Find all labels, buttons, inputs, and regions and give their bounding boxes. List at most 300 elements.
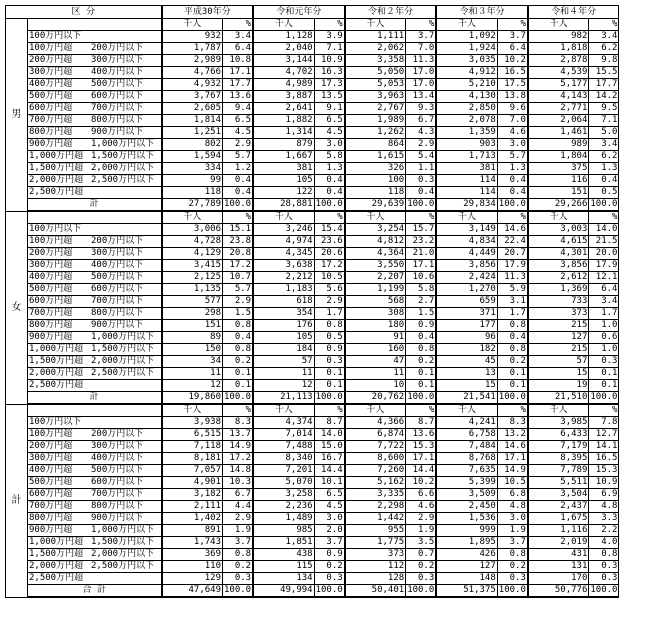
income-bracket-label xyxy=(28,308,162,320)
count-cell: 2,207 xyxy=(345,272,406,284)
percent-cell: 2.0 xyxy=(314,525,345,537)
bracket-lower: 1,500万円超 xyxy=(29,549,84,559)
percent-cell: 1.7 xyxy=(314,308,345,320)
unit-pct-label: % xyxy=(589,404,619,417)
count-cell: 10 xyxy=(345,380,406,392)
count-cell: 2,064 xyxy=(528,115,589,127)
bracket-lower: 1,000万円超 xyxy=(29,151,84,161)
count-cell: 7,635 xyxy=(436,465,497,477)
percent-cell: 0.1 xyxy=(589,380,619,392)
count-cell: 5,177 xyxy=(528,79,589,91)
percent-cell: 4.5 xyxy=(314,501,345,513)
percent-cell: 3.7 xyxy=(314,537,345,549)
bracket-lower: 2,000万円超 xyxy=(29,368,84,378)
count-cell: 160 xyxy=(345,344,406,356)
count-cell: 932 xyxy=(162,31,223,43)
percent-cell: 9.1 xyxy=(314,103,345,115)
bracket-lower: 2,500万円超 xyxy=(29,187,84,197)
percent-cell: 6.4 xyxy=(223,43,254,55)
percent-cell: 10.9 xyxy=(314,55,345,67)
bracket-upper: 700万円以下 xyxy=(91,296,144,306)
bracket-lower: 900万円超 xyxy=(29,332,73,342)
count-cell: 4,932 xyxy=(162,79,223,91)
percent-cell: 6.5 xyxy=(314,489,345,501)
total-count-cell: 27,789 xyxy=(162,199,223,212)
income-bracket-label xyxy=(28,103,162,115)
bracket-lower: 600万円超 xyxy=(29,103,73,113)
income-bracket-label xyxy=(28,55,162,67)
percent-cell: 17.0 xyxy=(406,79,437,91)
bracket-upper: 200万円以下 xyxy=(91,43,144,53)
count-cell: 1,989 xyxy=(345,115,406,127)
income-bracket-label xyxy=(28,296,162,308)
bracket-upper: 200万円以下 xyxy=(91,236,144,246)
table-row xyxy=(6,356,619,368)
income-bracket-label xyxy=(28,417,162,429)
bracket-lower: 500万円超 xyxy=(29,477,73,487)
header-year-r4: 令和４年分 xyxy=(528,6,619,19)
percent-cell: 1.3 xyxy=(314,163,345,175)
percent-cell: 0.9 xyxy=(406,320,437,332)
income-bracket-label xyxy=(28,489,162,501)
count-cell: 12 xyxy=(253,380,314,392)
bracket-upper: 1,500万円以下 xyxy=(91,344,155,354)
percent-cell: 0.5 xyxy=(314,332,345,344)
count-cell: 802 xyxy=(162,139,223,151)
count-cell: 7,484 xyxy=(436,441,497,453)
count-cell: 733 xyxy=(528,296,589,308)
percent-cell: 0.4 xyxy=(314,187,345,199)
percent-cell: 9.3 xyxy=(406,103,437,115)
percent-cell: 16.5 xyxy=(497,67,528,79)
percent-cell: 3.5 xyxy=(406,537,437,549)
count-cell: 1,775 xyxy=(345,537,406,549)
percent-cell: 3.0 xyxy=(497,513,528,525)
percent-cell: 5.7 xyxy=(223,151,254,163)
count-cell: 182 xyxy=(436,344,497,356)
count-cell: 8,600 xyxy=(345,453,406,465)
count-cell: 2,612 xyxy=(528,272,589,284)
bracket-upper: 900万円以下 xyxy=(91,320,144,330)
table-row xyxy=(6,260,619,272)
percent-cell: 13.8 xyxy=(497,91,528,103)
percent-cell: 0.4 xyxy=(497,175,528,187)
count-cell: 96 xyxy=(436,332,497,344)
bracket-lower: 700万円超 xyxy=(29,501,73,511)
bracket-lower: 1,000万円超 xyxy=(29,344,84,354)
count-cell: 13 xyxy=(436,368,497,380)
count-cell: 127 xyxy=(528,332,589,344)
income-distribution-table-container xyxy=(5,5,619,598)
unit-count-label: 千人 xyxy=(436,19,497,31)
percent-cell: 15.3 xyxy=(589,465,619,477)
income-bracket-label xyxy=(28,465,162,477)
percent-cell: 17.9 xyxy=(589,260,619,272)
percent-cell: 6.5 xyxy=(314,115,345,127)
bracket-upper: 400万円以下 xyxy=(91,260,144,270)
percent-cell: 0.4 xyxy=(497,187,528,199)
count-cell: 6,515 xyxy=(162,429,223,441)
count-cell: 7,201 xyxy=(253,465,314,477)
count-cell: 131 xyxy=(528,561,589,573)
count-cell: 1,111 xyxy=(345,31,406,43)
count-cell: 438 xyxy=(253,549,314,561)
percent-cell: 3.7 xyxy=(497,537,528,549)
income-bracket-label xyxy=(28,453,162,465)
table-row xyxy=(6,175,619,187)
percent-cell: 0.6 xyxy=(589,332,619,344)
income-bracket-label xyxy=(28,537,162,549)
count-cell: 7,722 xyxy=(345,441,406,453)
percent-cell: 20.8 xyxy=(223,248,254,260)
bracket-upper: 2,500万円以下 xyxy=(91,175,155,185)
unit-pct-label: % xyxy=(223,211,254,224)
count-cell: 1,675 xyxy=(528,513,589,525)
bracket-upper: 700万円以下 xyxy=(91,489,144,499)
bracket-upper: 200万円以下 xyxy=(91,429,144,439)
count-cell: 3,887 xyxy=(253,91,314,103)
percent-cell: 4.5 xyxy=(314,127,345,139)
count-cell: 19 xyxy=(528,380,589,392)
total-count-cell: 19,860 xyxy=(162,392,223,405)
percent-cell: 0.2 xyxy=(406,356,437,368)
percent-cell: 0.3 xyxy=(406,573,437,585)
table-row xyxy=(6,151,619,163)
bracket-upper: 1,000万円以下 xyxy=(91,332,155,342)
percent-cell: 0.4 xyxy=(223,175,254,187)
percent-cell: 14.4 xyxy=(314,465,345,477)
percent-cell: 1.0 xyxy=(589,320,619,332)
percent-cell: 0.5 xyxy=(589,187,619,199)
percent-cell: 16.7 xyxy=(314,453,345,465)
unit-pct-label: % xyxy=(497,404,528,417)
percent-cell: 3.4 xyxy=(223,31,254,43)
count-cell: 373 xyxy=(345,549,406,561)
count-cell: 4,364 xyxy=(345,248,406,260)
income-bracket-label xyxy=(28,260,162,272)
percent-cell: 2.7 xyxy=(406,296,437,308)
percent-cell: 14.4 xyxy=(406,465,437,477)
count-cell: 11 xyxy=(253,368,314,380)
percent-cell: 17.1 xyxy=(406,453,437,465)
percent-cell: 5.8 xyxy=(406,284,437,296)
percent-cell: 1.9 xyxy=(223,525,254,537)
count-cell: 1,262 xyxy=(345,127,406,139)
bracket-upper: 600万円以下 xyxy=(91,477,144,487)
percent-cell: 5.7 xyxy=(223,284,254,296)
count-cell: 5,511 xyxy=(528,477,589,489)
percent-cell: 4.8 xyxy=(497,501,528,513)
percent-cell: 1.7 xyxy=(497,308,528,320)
percent-cell: 23.2 xyxy=(406,236,437,248)
bracket-lower: 900万円超 xyxy=(29,525,73,535)
percent-cell: 0.1 xyxy=(497,380,528,392)
count-cell: 381 xyxy=(436,163,497,175)
percent-cell: 0.4 xyxy=(314,175,345,187)
unit-count-label: 千人 xyxy=(253,211,314,224)
percent-cell: 1.5 xyxy=(223,308,254,320)
table-row xyxy=(6,248,619,260)
bracket-lower: 2,500万円超 xyxy=(29,573,84,583)
count-cell: 215 xyxy=(528,320,589,332)
bracket-lower: 1,500万円超 xyxy=(29,163,84,173)
count-cell: 903 xyxy=(436,139,497,151)
table-row xyxy=(6,296,619,308)
bracket-lower: 2,000万円超 xyxy=(29,175,84,185)
percent-cell: 0.1 xyxy=(589,368,619,380)
percent-cell: 14.9 xyxy=(497,465,528,477)
percent-cell: 14.8 xyxy=(223,465,254,477)
table-row xyxy=(6,67,619,79)
count-cell: 1,116 xyxy=(528,525,589,537)
percent-cell: 2.9 xyxy=(223,296,254,308)
count-cell: 47 xyxy=(345,356,406,368)
percent-cell: 0.3 xyxy=(406,175,437,187)
bracket-upper: 300万円以下 xyxy=(91,441,144,451)
count-cell: 1,270 xyxy=(436,284,497,296)
count-cell: 3,182 xyxy=(162,489,223,501)
bracket-lower: 100万円超 xyxy=(29,43,73,53)
count-cell: 375 xyxy=(528,163,589,175)
income-bracket-label xyxy=(28,368,162,380)
unit-pct-label: % xyxy=(223,19,254,31)
count-cell: 100 xyxy=(345,175,406,187)
count-cell: 12 xyxy=(162,380,223,392)
count-cell: 989 xyxy=(528,139,589,151)
percent-cell: 0.4 xyxy=(497,332,528,344)
income-bracket-label xyxy=(28,501,162,513)
percent-cell: 17.7 xyxy=(223,79,254,91)
total-percent-cell: 100.0 xyxy=(407,392,435,402)
percent-cell: 5.7 xyxy=(497,151,528,163)
percent-cell: 13.4 xyxy=(406,91,437,103)
count-cell: 5,070 xyxy=(253,477,314,489)
bracket-lower: 400万円超 xyxy=(29,272,73,282)
percent-cell: 13.2 xyxy=(497,429,528,441)
percent-cell: 17.1 xyxy=(223,67,254,79)
count-cell: 2,641 xyxy=(253,103,314,115)
percent-cell: 13.7 xyxy=(223,429,254,441)
percent-cell: 3.7 xyxy=(497,31,528,43)
percent-cell: 0.2 xyxy=(223,561,254,573)
table-row xyxy=(6,224,619,236)
percent-cell: 17.9 xyxy=(497,260,528,272)
percent-cell: 6.7 xyxy=(406,115,437,127)
count-cell: 105 xyxy=(253,175,314,187)
percent-cell: 3.9 xyxy=(314,31,345,43)
percent-cell: 13.5 xyxy=(314,91,345,103)
percent-cell: 2.9 xyxy=(406,513,437,525)
unit-count-label: 千人 xyxy=(528,19,589,31)
group-label: 女 xyxy=(6,211,28,404)
income-bracket-label xyxy=(28,175,162,187)
total-count-cell: 21,541 xyxy=(436,392,497,405)
percent-cell: 6.2 xyxy=(589,43,619,55)
count-cell: 354 xyxy=(253,308,314,320)
count-cell: 11 xyxy=(345,368,406,380)
count-cell: 8,181 xyxy=(162,453,223,465)
percent-cell: 4.3 xyxy=(406,127,437,139)
income-bracket-label xyxy=(28,477,162,489)
bracket-lower: 900万円超 xyxy=(29,139,73,149)
total-percent-cell: 100.0 xyxy=(407,585,435,595)
income-bracket-label xyxy=(28,115,162,127)
count-cell: 180 xyxy=(345,320,406,332)
unit-count-label: 千人 xyxy=(162,404,223,417)
count-cell: 659 xyxy=(436,296,497,308)
percent-cell: 0.8 xyxy=(406,344,437,356)
total-count-cell: 28,881 xyxy=(253,199,314,212)
count-cell: 2,236 xyxy=(253,501,314,513)
header-year-r3: 令和３年分 xyxy=(436,6,528,19)
income-bracket-label xyxy=(28,187,162,199)
total-row xyxy=(6,585,619,598)
count-cell: 184 xyxy=(253,344,314,356)
count-cell: 3,767 xyxy=(162,91,223,103)
percent-cell: 14.0 xyxy=(589,224,619,236)
bracket-lower: 2,000万円超 xyxy=(29,561,84,571)
count-cell: 15 xyxy=(528,368,589,380)
table-row xyxy=(6,284,619,296)
percent-cell: 10.2 xyxy=(406,477,437,489)
income-bracket-label xyxy=(28,525,162,537)
count-cell: 2,437 xyxy=(528,501,589,513)
table-row xyxy=(6,380,619,392)
count-cell: 1,851 xyxy=(253,537,314,549)
count-cell: 1,667 xyxy=(253,151,314,163)
table-row xyxy=(6,91,619,103)
percent-cell: 2.2 xyxy=(589,525,619,537)
count-cell: 3,504 xyxy=(528,489,589,501)
count-cell: 3,415 xyxy=(162,260,223,272)
count-cell: 1,615 xyxy=(345,151,406,163)
count-cell: 45 xyxy=(436,356,497,368)
percent-cell: 10.5 xyxy=(497,477,528,489)
percent-cell: 5.0 xyxy=(589,127,619,139)
count-cell: 369 xyxy=(162,549,223,561)
percent-cell: 0.4 xyxy=(223,187,254,199)
percent-cell: 15.1 xyxy=(223,224,254,236)
percent-cell: 10.2 xyxy=(497,55,528,67)
percent-cell: 17.2 xyxy=(223,260,254,272)
percent-cell: 5.8 xyxy=(314,151,345,163)
percent-cell: 0.2 xyxy=(497,356,528,368)
total-count-cell: 49,994 xyxy=(253,585,314,598)
count-cell: 334 xyxy=(162,163,223,175)
percent-cell: 3.3 xyxy=(589,513,619,525)
percent-cell: 17.5 xyxy=(497,79,528,91)
count-cell: 985 xyxy=(253,525,314,537)
bracket-lower: 600万円超 xyxy=(29,296,73,306)
percent-cell: 17.0 xyxy=(406,67,437,79)
income-bracket-label xyxy=(28,513,162,525)
percent-cell: 0.2 xyxy=(497,561,528,573)
count-cell: 4,812 xyxy=(345,236,406,248)
total-percent-cell: 100.0 xyxy=(315,392,343,402)
percent-cell: 6.2 xyxy=(589,151,619,163)
percent-cell: 20.6 xyxy=(314,248,345,260)
table-row xyxy=(6,79,619,91)
unit-count-label: 千人 xyxy=(345,211,406,224)
count-cell: 128 xyxy=(345,573,406,585)
bracket-upper: 1,000万円以下 xyxy=(91,525,155,535)
count-cell: 3,358 xyxy=(345,55,406,67)
income-bracket-label xyxy=(28,344,162,356)
income-bracket-label xyxy=(28,91,162,103)
bracket-upper: 500万円以下 xyxy=(91,272,144,282)
percent-cell: 0.1 xyxy=(406,368,437,380)
table-row xyxy=(6,115,619,127)
bracket-lower: 1,000万円超 xyxy=(29,537,84,547)
bracket-upper: 900万円以下 xyxy=(91,513,144,523)
count-cell: 6,874 xyxy=(345,429,406,441)
count-cell: 4,129 xyxy=(162,248,223,260)
bracket-lower: 300万円超 xyxy=(29,67,73,77)
percent-cell: 10.7 xyxy=(223,272,254,284)
income-bracket-label xyxy=(28,320,162,332)
table-row xyxy=(6,139,619,151)
total-row xyxy=(6,199,619,212)
count-cell: 7,014 xyxy=(253,429,314,441)
total-percent-cell: 100.0 xyxy=(224,392,252,402)
percent-cell: 4.8 xyxy=(589,501,619,513)
count-cell: 1,713 xyxy=(436,151,497,163)
unit-count-label: 千人 xyxy=(162,211,223,224)
percent-cell: 0.9 xyxy=(314,549,345,561)
table-row xyxy=(6,332,619,344)
header-year-r2: 令和２年分 xyxy=(345,6,437,19)
income-bracket-label xyxy=(28,139,162,151)
total-count-cell: 51,375 xyxy=(436,585,497,598)
count-cell: 371 xyxy=(436,308,497,320)
percent-cell: 1.2 xyxy=(223,163,254,175)
count-cell: 215 xyxy=(528,344,589,356)
percent-cell: 14.2 xyxy=(589,91,619,103)
unit-pct-label: % xyxy=(406,19,437,31)
count-cell: 7,488 xyxy=(253,441,314,453)
count-cell: 1,536 xyxy=(436,513,497,525)
count-cell: 2,767 xyxy=(345,103,406,115)
table-row xyxy=(6,441,619,453)
percent-cell: 0.2 xyxy=(406,561,437,573)
percent-cell: 1.3 xyxy=(589,163,619,175)
count-cell: 3,856 xyxy=(436,260,497,272)
header-category: 区 分 xyxy=(6,6,162,19)
percent-cell: 0.9 xyxy=(314,344,345,356)
count-cell: 122 xyxy=(253,187,314,199)
bracket-upper: 2,000万円以下 xyxy=(91,356,155,366)
percent-cell: 3.4 xyxy=(589,296,619,308)
percent-cell: 0.4 xyxy=(589,175,619,187)
bracket-upper: 300万円以下 xyxy=(91,55,144,65)
unit-count-label: 千人 xyxy=(253,19,314,31)
count-cell: 999 xyxy=(436,525,497,537)
percent-cell: 10.9 xyxy=(589,477,619,489)
count-cell: 3,246 xyxy=(253,224,314,236)
count-cell: 1,314 xyxy=(253,127,314,139)
percent-cell: 3.7 xyxy=(223,537,254,549)
income-bracket-label xyxy=(28,79,162,91)
income-bracket-label xyxy=(28,224,162,236)
count-cell: 4,449 xyxy=(436,248,497,260)
count-cell: 1,442 xyxy=(345,513,406,525)
bracket-lower: 400万円超 xyxy=(29,79,73,89)
table-row xyxy=(6,477,619,489)
table-row xyxy=(6,320,619,332)
count-cell: 4,974 xyxy=(253,236,314,248)
count-cell: 34 xyxy=(162,356,223,368)
count-cell: 3,003 xyxy=(528,224,589,236)
